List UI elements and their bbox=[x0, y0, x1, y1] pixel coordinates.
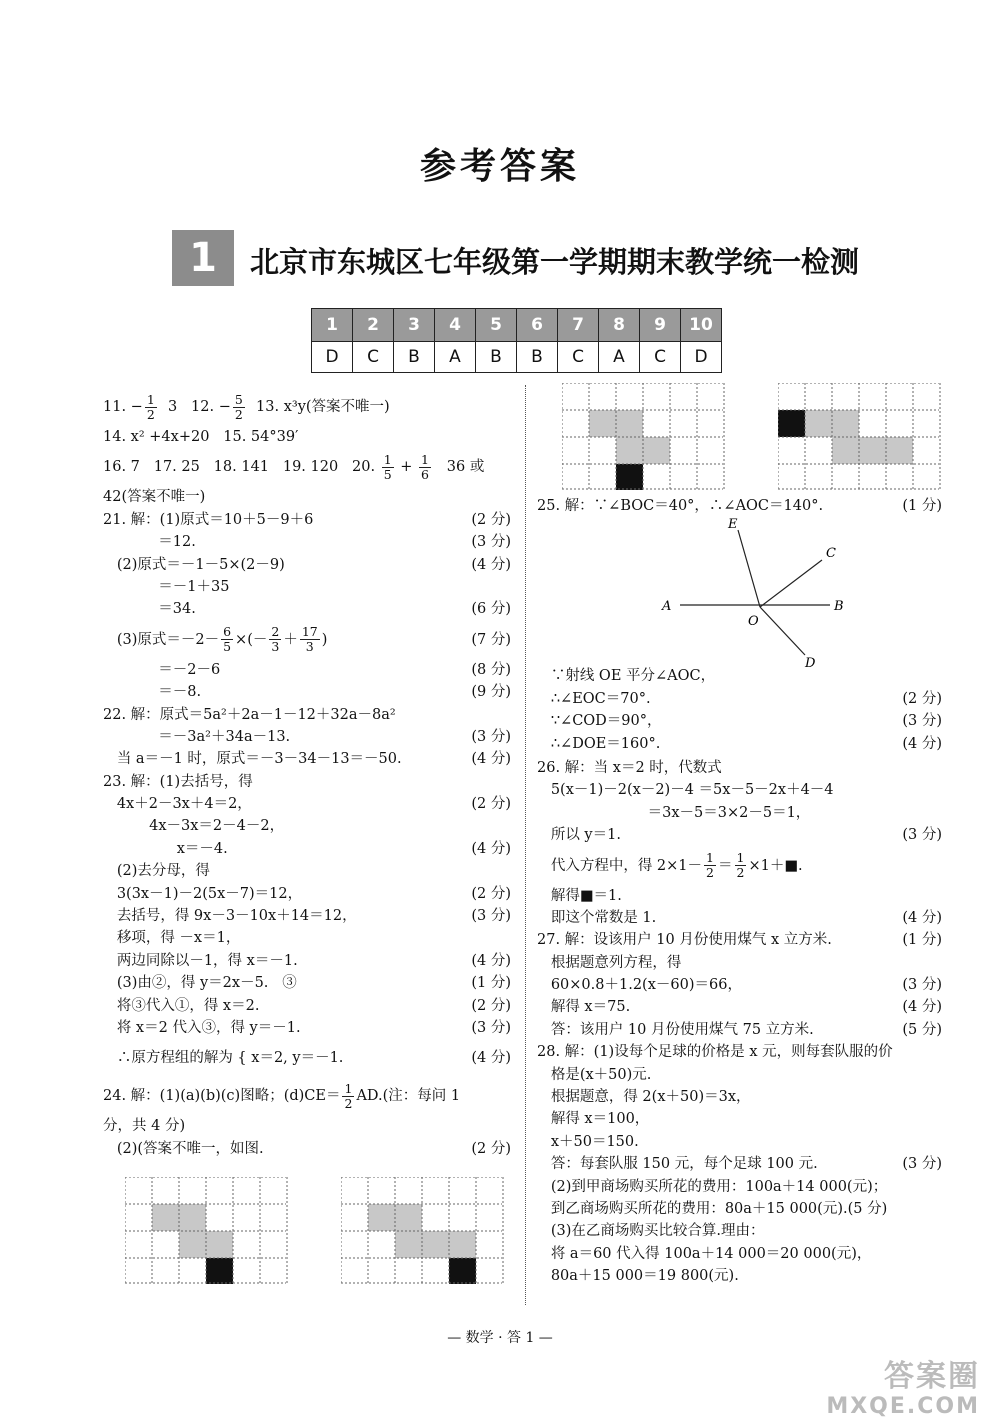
section-number-badge: 1 bbox=[172, 230, 234, 286]
shaded-cell bbox=[152, 1204, 179, 1231]
score-mark: (2 分) bbox=[471, 1140, 511, 1157]
shaded-cell bbox=[832, 437, 859, 464]
left-line bbox=[103, 950, 511, 972]
shaded-cell bbox=[206, 1231, 233, 1258]
answer-cell: A bbox=[599, 342, 640, 373]
right-line bbox=[537, 847, 942, 885]
line-text: 去括号，得 9x－3－10x＋14＝12， bbox=[103, 908, 357, 925]
line-text: 26. 解：当 x＝2 时，代数式 bbox=[537, 759, 722, 776]
left-line bbox=[103, 771, 511, 793]
line-text: 两边同除以－1，得 x＝－1. bbox=[103, 952, 298, 969]
left-line bbox=[103, 388, 511, 426]
line-text: 80a＋15 000＝19 800(元). bbox=[537, 1268, 739, 1285]
right-line bbox=[537, 757, 942, 779]
right-line bbox=[537, 1019, 942, 1041]
line-text: 3 12. − bbox=[158, 399, 231, 415]
line-text: 将③代入①，得 x＝2. bbox=[103, 997, 260, 1014]
watermark-line1: 答案圈 bbox=[884, 1359, 980, 1394]
answer-cell: B bbox=[394, 342, 435, 373]
line-text: 将 x＝2 代入③，得 y＝－1. bbox=[103, 1019, 301, 1036]
answer-cell: B bbox=[517, 342, 558, 373]
line-text: (2)去分母，得 bbox=[103, 863, 210, 880]
right-line bbox=[537, 1086, 942, 1108]
left-line bbox=[103, 748, 511, 770]
line-text: 4x＋2－3x＋4＝2， bbox=[103, 796, 252, 813]
shaded-cell bbox=[179, 1231, 206, 1258]
left-line bbox=[103, 1039, 511, 1077]
score-mark: (4 分) bbox=[902, 735, 942, 752]
line-text: 27. 解：设该用户 10 月份使用煤气 x 立方米. bbox=[537, 932, 832, 949]
left-line bbox=[103, 1077, 511, 1115]
dark-cell bbox=[206, 1258, 233, 1284]
score-mark: (3 分) bbox=[902, 713, 942, 730]
left-line bbox=[103, 486, 511, 508]
score-mark: (3 分) bbox=[471, 728, 511, 745]
score-mark: (2 分) bbox=[471, 997, 511, 1014]
denominator: 3 bbox=[271, 639, 280, 655]
grid-figure-bottom-right bbox=[341, 1177, 505, 1284]
line-text: 解得 x＝100， bbox=[537, 1111, 650, 1128]
numerator: 1 bbox=[706, 850, 714, 866]
left-line bbox=[103, 448, 511, 486]
line-text: 代入方程中，得 2×1－ bbox=[537, 857, 703, 874]
watermark bbox=[826, 1359, 980, 1422]
line-text: ＝－3a²＋34a－13. bbox=[103, 728, 291, 745]
question-number-cell: 8 bbox=[599, 309, 640, 342]
line-text: 解得■＝1. bbox=[537, 887, 622, 904]
left-line bbox=[103, 576, 511, 598]
line-text: x＝－4. bbox=[103, 840, 228, 857]
right-line bbox=[537, 885, 942, 907]
answer-cell: D bbox=[312, 342, 353, 373]
shaded-cell bbox=[395, 1204, 422, 1231]
line-text: 60×0.8＋1.2(x－60)＝66， bbox=[537, 977, 742, 994]
right-line bbox=[537, 1041, 942, 1063]
label-a: A bbox=[662, 599, 672, 614]
fraction bbox=[300, 625, 320, 654]
left-line bbox=[103, 554, 511, 576]
line-text: ＝3x－5＝3×2－5＝1， bbox=[537, 804, 811, 821]
left-line bbox=[103, 426, 511, 448]
line-text: (3)原式＝－2－ bbox=[103, 631, 220, 648]
line-text: ∵∠COD＝90°， bbox=[537, 713, 662, 730]
shaded-cell bbox=[179, 1204, 206, 1231]
page-title: 参考答案 bbox=[419, 145, 580, 187]
question-number-cell: 10 bbox=[681, 309, 722, 342]
line-text: ＝34. bbox=[103, 601, 196, 618]
column-divider bbox=[525, 385, 526, 1305]
line-text: ∵射线 OE 平分∠AOC， bbox=[537, 668, 716, 685]
line-text: 即这个常数是 1. bbox=[537, 909, 657, 926]
right-line bbox=[537, 688, 942, 710]
left-line bbox=[103, 704, 511, 726]
line-text: (2)到甲商场购买所花的费用：100a＋14 000(元)； bbox=[537, 1178, 888, 1195]
denominator: 2 bbox=[146, 406, 155, 422]
right-line bbox=[537, 996, 942, 1018]
left-line bbox=[103, 905, 511, 927]
line-text: (2)原式＝－1－5×(2－9) bbox=[103, 556, 285, 573]
denominator: 5 bbox=[223, 639, 232, 655]
numerator: 1 bbox=[146, 391, 155, 407]
score-mark: (5 分) bbox=[902, 1021, 942, 1038]
line-text: 24. 解：(1)(a)(b)(c)图略；(d)CE＝ bbox=[103, 1088, 341, 1105]
left-line bbox=[103, 838, 511, 860]
denominator: 2 bbox=[234, 406, 243, 422]
line-text: 所以 y＝1. bbox=[537, 827, 621, 844]
right-line bbox=[537, 1198, 942, 1220]
right-line bbox=[537, 1064, 942, 1086]
score-mark: (2 分) bbox=[471, 796, 511, 813]
denominator: 3 bbox=[305, 639, 314, 655]
line-text: 14. x² +4x+20 15. 54°39′ bbox=[103, 429, 299, 445]
line-text: 28. 解：(1)设每个足球的价格是 x 元，则每套队服的价 bbox=[537, 1044, 893, 1061]
score-mark: (4 分) bbox=[471, 840, 511, 857]
score-mark: (3 分) bbox=[902, 827, 942, 844]
right-line bbox=[537, 1243, 942, 1265]
shaded-cell bbox=[449, 1231, 476, 1258]
question-number-cell: 1 bbox=[312, 309, 353, 342]
score-mark: (4 分) bbox=[902, 909, 942, 926]
score-mark: (3 分) bbox=[471, 1019, 511, 1036]
shaded-cell bbox=[805, 410, 832, 437]
question-number-cell: 9 bbox=[640, 309, 681, 342]
score-mark: (4 分) bbox=[471, 751, 511, 768]
line-text: ＝12. bbox=[103, 534, 196, 551]
dark-cell bbox=[616, 464, 643, 490]
right-line bbox=[537, 710, 942, 732]
line-text: 解得 x＝75. bbox=[537, 999, 631, 1016]
right-line bbox=[537, 1108, 942, 1130]
score-mark: (9 分) bbox=[471, 684, 511, 701]
score-mark: (4 分) bbox=[902, 999, 942, 1016]
angle-diagram bbox=[650, 515, 870, 675]
line-text: ∴原方程组的解为 { x＝2, y＝－1. bbox=[103, 1050, 344, 1067]
fraction bbox=[233, 393, 245, 422]
score-mark: (3 分) bbox=[471, 908, 511, 925]
fraction bbox=[342, 1082, 354, 1111]
answer-cell: C bbox=[353, 342, 394, 373]
numerator: 2 bbox=[271, 624, 280, 640]
line-text: 5(x－1)－2(x－2)－4 ＝5x－5－2x＋4－4 bbox=[537, 782, 834, 799]
numerator: 1 bbox=[421, 451, 429, 467]
question-number-cell: 5 bbox=[476, 309, 517, 342]
question-number-cell: 7 bbox=[558, 309, 599, 342]
line-text: 36 或 bbox=[432, 459, 485, 476]
line-text: 3(3x－1)－2(5x－7)＝12， bbox=[103, 885, 303, 902]
grid-figure-top-right bbox=[778, 383, 942, 490]
line-text: 根据题意，得 2(x＋50)＝3x， bbox=[537, 1089, 751, 1106]
left-line bbox=[103, 621, 511, 659]
line-text: ＝－8. bbox=[103, 684, 202, 701]
line-text: 13. x³y(答案不唯一) bbox=[246, 399, 390, 415]
score-mark: (6 分) bbox=[471, 601, 511, 618]
dark-cell bbox=[449, 1258, 476, 1284]
score-mark: (7 分) bbox=[471, 631, 511, 648]
question-number-cell: 3 bbox=[394, 309, 435, 342]
dark-cell bbox=[778, 410, 805, 437]
left-line bbox=[103, 815, 511, 837]
shaded-cell bbox=[616, 410, 643, 437]
page-footer: — 数学 · 答 1 — bbox=[447, 1330, 553, 1346]
line-text: ∴∠EOC＝70°. bbox=[537, 690, 651, 707]
label-o: O bbox=[748, 614, 759, 629]
question-number-cell: 6 bbox=[517, 309, 558, 342]
line-text: 答：每套队服 150 元，每个足球 100 元. bbox=[537, 1156, 818, 1173]
left-line bbox=[103, 793, 511, 815]
line-text: ×1＋■. bbox=[748, 857, 803, 874]
score-mark: (4 分) bbox=[471, 1050, 511, 1067]
line-text: 16. 7 17. 25 18. 141 19. 120 20. bbox=[103, 459, 380, 476]
left-line bbox=[103, 927, 511, 949]
grid-figure-top-left bbox=[562, 383, 726, 490]
right-line bbox=[537, 1176, 942, 1198]
line-text: 23. 解：(1)去括号，得 bbox=[103, 773, 253, 790]
line-text: ＝－1＋35 bbox=[103, 578, 230, 595]
right-line bbox=[537, 1220, 942, 1242]
shaded-cell bbox=[616, 437, 643, 464]
ray-oe bbox=[738, 530, 760, 607]
right-line bbox=[537, 952, 942, 974]
shaded-cell bbox=[886, 437, 913, 464]
left-line bbox=[103, 1115, 511, 1137]
shaded-cell bbox=[643, 437, 670, 464]
line-text: ＝－2－6 bbox=[103, 661, 221, 678]
answer-table bbox=[311, 308, 722, 373]
left-line bbox=[103, 681, 511, 703]
line-text: ) bbox=[321, 631, 328, 648]
score-mark: (2 分) bbox=[471, 511, 511, 528]
left-line bbox=[103, 531, 511, 553]
line-text: 移项，得 －x＝1， bbox=[103, 930, 241, 947]
line-text: 根据题意列方程，得 bbox=[537, 954, 682, 971]
score-mark: (8 分) bbox=[471, 661, 511, 678]
score-mark: (4 分) bbox=[471, 556, 511, 573]
shaded-cell bbox=[395, 1231, 422, 1258]
right-line bbox=[537, 907, 942, 929]
left-line bbox=[103, 995, 511, 1017]
line-text: (3)在乙商场购买比较合算.理由： bbox=[537, 1223, 765, 1240]
left-column bbox=[103, 388, 511, 1160]
line-text: x＋50＝150. bbox=[537, 1133, 639, 1150]
fraction bbox=[269, 625, 281, 654]
numerator: 1 bbox=[344, 1080, 353, 1096]
numerator: 1 bbox=[736, 850, 745, 866]
right-line bbox=[537, 802, 942, 824]
left-line bbox=[103, 883, 511, 905]
fraction bbox=[382, 453, 394, 482]
score-mark: (1 分) bbox=[471, 975, 511, 992]
numerator: 5 bbox=[234, 391, 243, 407]
answer-cell: C bbox=[558, 342, 599, 373]
answer-cell: A bbox=[435, 342, 476, 373]
label-d: D bbox=[805, 656, 816, 671]
numerator: 17 bbox=[301, 624, 318, 640]
denominator: 2 bbox=[736, 865, 745, 881]
fraction bbox=[145, 393, 157, 422]
score-mark: (3 分) bbox=[471, 534, 511, 551]
question-number-cell: 2 bbox=[353, 309, 394, 342]
watermark-line2: MXQE.COM bbox=[826, 1394, 980, 1419]
fraction bbox=[704, 851, 716, 880]
line-text: 当 a＝－1 时，原式＝－3－34－13＝－50. bbox=[103, 751, 402, 768]
score-mark: (2 分) bbox=[471, 885, 511, 902]
score-mark: (1 分) bbox=[902, 932, 942, 949]
score-mark: (2 分) bbox=[902, 690, 942, 707]
line-text: 4x－3x＝2－4－2， bbox=[103, 818, 285, 835]
answer-cell: B bbox=[476, 342, 517, 373]
score-mark: (3 分) bbox=[902, 977, 942, 994]
score-mark: (1 分) bbox=[902, 498, 942, 514]
answer-cell: C bbox=[640, 342, 681, 373]
line-text: ＋ bbox=[283, 631, 298, 648]
label-e: E bbox=[728, 517, 738, 532]
right-line bbox=[537, 733, 942, 755]
right-line bbox=[537, 824, 942, 846]
denominator: 6 bbox=[421, 466, 429, 482]
line-text: AD.(注：每问 1 bbox=[356, 1088, 461, 1105]
line-text: 42(答案不唯一) bbox=[103, 489, 206, 506]
line-text: 到乙商场购买所花的费用：80a＋15 000(元).(5 分) bbox=[537, 1200, 888, 1217]
line-text: 格是(x＋50)元. bbox=[537, 1066, 652, 1083]
line-text: 答：该用户 10 月份使用煤气 75 立方米. bbox=[537, 1021, 814, 1038]
right-line bbox=[537, 974, 942, 996]
line-text: (3)由②，得 y＝2x－5. ③ bbox=[103, 975, 297, 992]
left-line bbox=[103, 509, 511, 531]
right-line bbox=[537, 1265, 942, 1287]
section-heading: 北京市东城区七年级第一学期期末教学统一检测 bbox=[250, 245, 860, 279]
denominator: 2 bbox=[706, 865, 714, 881]
line-text: + bbox=[395, 459, 418, 476]
shaded-cell bbox=[589, 410, 616, 437]
answer-cell: D bbox=[681, 342, 722, 373]
ray-oc bbox=[760, 560, 822, 607]
left-line bbox=[103, 860, 511, 882]
score-mark: (3 分) bbox=[902, 1156, 942, 1173]
fraction bbox=[419, 453, 431, 482]
line-text: ＝ bbox=[718, 857, 733, 874]
ray-od bbox=[760, 607, 805, 655]
label-b: B bbox=[834, 599, 844, 614]
grid-figure-bottom-left bbox=[125, 1177, 289, 1284]
line-text: 将 a＝60 代入得 100a＋14 000＝20 000(元)， bbox=[537, 1245, 872, 1262]
line-text: ∴∠DOE＝160°. bbox=[537, 735, 661, 752]
shaded-cell bbox=[422, 1231, 449, 1258]
line-text: ×(－ bbox=[235, 631, 268, 648]
right-line bbox=[537, 929, 942, 951]
right-line bbox=[537, 1153, 942, 1175]
numerator: 6 bbox=[223, 624, 232, 640]
line-text: 11. − bbox=[103, 399, 143, 415]
shaded-cell bbox=[368, 1204, 395, 1231]
right-line bbox=[537, 1131, 942, 1153]
left-line bbox=[103, 726, 511, 748]
line-text: 22. 解：原式＝5a²＋2a－1－12＋32a－8a² bbox=[103, 706, 396, 723]
denominator: 5 bbox=[383, 466, 392, 482]
left-line bbox=[103, 972, 511, 994]
shaded-cell bbox=[832, 410, 859, 437]
left-line bbox=[103, 659, 511, 681]
left-line bbox=[103, 598, 511, 620]
shaded-cell bbox=[859, 437, 886, 464]
numerator: 1 bbox=[383, 451, 392, 467]
line-text: 21. 解：(1)原式＝10＋5－9＋6 bbox=[103, 511, 314, 528]
label-c: C bbox=[826, 546, 836, 561]
fraction bbox=[735, 851, 747, 880]
fraction bbox=[221, 625, 233, 654]
score-mark: (4 分) bbox=[471, 952, 511, 969]
left-line bbox=[103, 1138, 511, 1160]
question-number-cell: 4 bbox=[435, 309, 476, 342]
denominator: 2 bbox=[344, 1095, 353, 1111]
line-text: 25. 解：∵∠BOC＝40°，∴∠AOC＝140°. bbox=[537, 498, 824, 514]
left-line bbox=[103, 1017, 511, 1039]
line-text: (2)(答案不唯一，如图. bbox=[103, 1140, 264, 1157]
line-text: 分，共 4 分) bbox=[103, 1118, 186, 1135]
right-line bbox=[537, 779, 942, 801]
